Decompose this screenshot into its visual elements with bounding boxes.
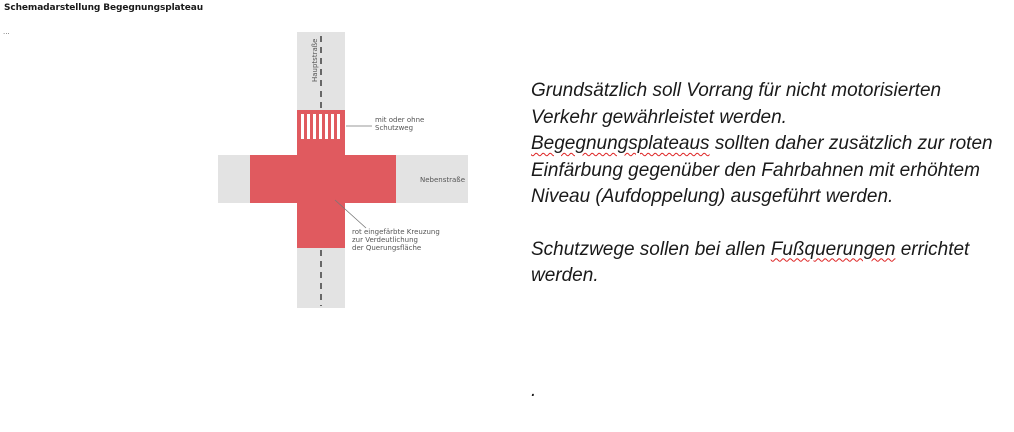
paragraph-1	[531, 78, 1011, 211]
main-road-label: Hauptstraße	[311, 38, 319, 82]
spellcheck-word-begegnungsplateaus: Begegnungsplateaus	[531, 133, 710, 154]
plateau-horizontal	[250, 155, 396, 203]
explanation-text	[531, 78, 1011, 290]
crosswalk-label-1: mit oder ohne	[375, 116, 425, 124]
crossing-label-2: zur Verdeutlichung	[352, 236, 418, 244]
crossing-label-1: rot eingefärbte Kreuzung	[352, 228, 440, 236]
ellipsis-marker: ...	[3, 27, 10, 36]
crossing-label-3: der Querungsfläche	[352, 244, 422, 252]
paragraph-1-part-a: Grundsätzlich soll Vorrang für nicht motorisierten Verkehr gewährleistet werden.	[531, 80, 942, 128]
crosswalk	[298, 112, 344, 140]
crosswalk-label-2: Schutzweg	[375, 124, 414, 132]
intersection-diagram	[0, 0, 520, 320]
spellcheck-word-fussquerungen: Fußquerungen	[770, 238, 896, 260]
page-title: Schemadarstellung Begegnungsplateau	[4, 3, 204, 13]
paragraph-2-part-c: errichtet werden.	[531, 238, 970, 286]
paragraph-2-part-a: Schutzwege sollen bei allen	[531, 238, 771, 260]
side-road-label: Nebenstraße	[420, 176, 466, 184]
trailing-dot: .	[531, 380, 537, 401]
paragraph-2	[531, 237, 1011, 290]
paragraph-1-part-c: sollten daher zusätzlich zur roten Einfärbung gegenüber den Fahrbahnen mit erhöhtem Niveau (Aufdoppelung) ausgeführt werden.	[531, 133, 993, 207]
